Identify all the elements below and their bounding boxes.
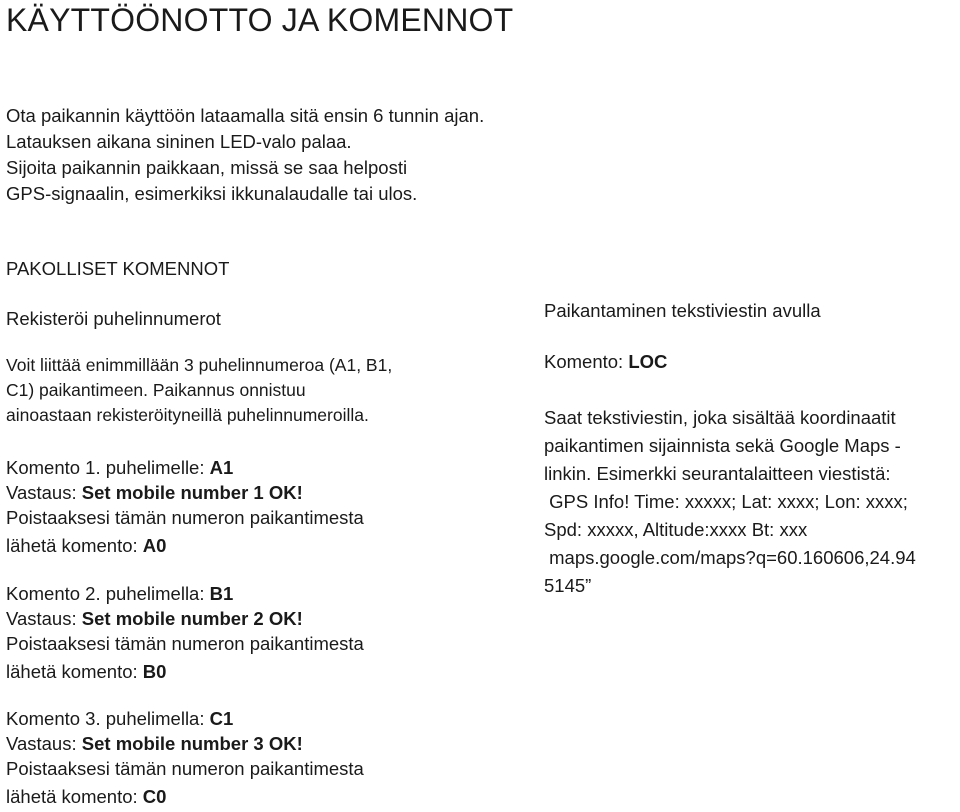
remove-command-code: B0 [142, 661, 167, 682]
intro-line: Sijoita paikannin paikkaan, missä se saa helposti [6, 157, 408, 178]
intro-paragraph [6, 103, 484, 207]
locate-description-line: Saat tekstiviestin, joka sisältää koordinaatit [544, 407, 896, 428]
remove-command-prefix: lähetä komento: [6, 786, 143, 807]
command-code: B1 [209, 583, 234, 604]
mandatory-commands-heading: PAKOLLISET KOMENNOT [6, 258, 230, 279]
locate-description-line: Spd: xxxxx, Altitude:xxxx Bt: xxx [544, 519, 808, 540]
locate-description-line: maps.google.com/maps?q=60.160606,24.94 [544, 547, 916, 568]
remove-command-prefix: lähetä komento: [6, 535, 143, 556]
intro-line: Latauksen aikana sininen LED-valo palaa. [6, 131, 352, 152]
register-description [6, 353, 392, 428]
intro-line: Ota paikannin käyttöön lataamalla sitä ensin 6 tunnin ajan. [6, 105, 485, 126]
register-description-line: ainoastaan rekisteröityneillä puhelinnumeroilla. [6, 405, 369, 425]
register-description-line: C1) paikantimeen. Paikannus onnistuu [6, 380, 306, 400]
locate-description-line: paikantimen sijainnista sekä Google Maps - [544, 435, 901, 456]
command-prefix: Komento 2. puhelimella: [6, 583, 210, 604]
locate-description [544, 404, 916, 600]
reply-line [6, 606, 364, 631]
intro-line: GPS-signaalin, esimerkiksi ikkunalaudalle tai ulos. [6, 183, 418, 204]
command-line [6, 706, 364, 731]
reply-line [6, 731, 364, 756]
reply-text: Set mobile number 1 OK! [81, 482, 303, 503]
locate-command-code: LOC [628, 351, 668, 372]
reply-text: Set mobile number 2 OK! [81, 608, 303, 629]
locate-command-line [544, 349, 667, 375]
command-code: C1 [209, 708, 234, 729]
register-numbers-heading: Rekisteröi puhelinnumerot [6, 308, 221, 329]
locate-heading: Paikantaminen tekstiviestin avulla [544, 300, 821, 321]
remove-instruction: Poistaaksesi tämän numeron paikantimesta [6, 633, 364, 654]
command-line [6, 455, 364, 480]
reply-prefix: Vastaus: [6, 482, 82, 503]
command-prefix: Komento 1. puhelimelle: [6, 457, 210, 478]
remove-command-line [6, 782, 364, 812]
remove-command-code: C0 [142, 786, 167, 807]
command-block-3 [6, 706, 364, 812]
locate-description-line: linkin. Esimerkki seurantalaitteen viestistä: [544, 463, 891, 484]
command-code: A1 [209, 457, 234, 478]
command-block-2 [6, 581, 364, 687]
remove-command-prefix: lähetä komento: [6, 661, 143, 682]
remove-instruction: Poistaaksesi tämän numeron paikantimesta [6, 758, 364, 779]
reply-line [6, 480, 364, 505]
locate-description-line: 5145” [544, 575, 592, 596]
command-block-1 [6, 455, 364, 561]
remove-instruction: Poistaaksesi tämän numeron paikantimesta [6, 507, 364, 528]
reply-text: Set mobile number 3 OK! [81, 733, 303, 754]
reply-prefix: Vastaus: [6, 608, 82, 629]
page-title: KÄYTTÖÖNOTTO JA KOMENNOT [6, 2, 514, 38]
remove-command-line [6, 657, 364, 687]
command-line [6, 581, 364, 606]
remove-command-line [6, 531, 364, 561]
register-description-line: Voit liittää enimmillään 3 puhelinnumeroa (A1, B1, [6, 355, 393, 375]
command-prefix: Komento 3. puhelimella: [6, 708, 210, 729]
locate-command-prefix: Komento: [544, 351, 629, 372]
reply-prefix: Vastaus: [6, 733, 82, 754]
locate-description-line: GPS Info! Time: xxxxx; Lat: xxxx; Lon: xxxx; [544, 491, 908, 512]
remove-command-code: A0 [142, 535, 167, 556]
